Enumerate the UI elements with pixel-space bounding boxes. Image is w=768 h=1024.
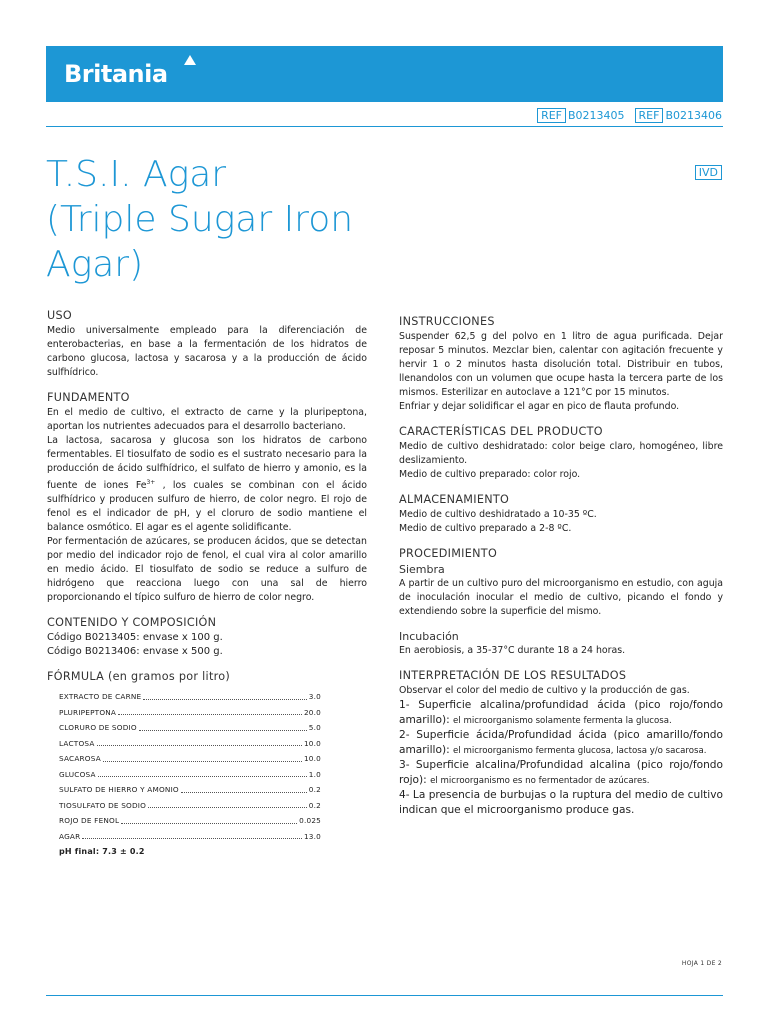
ph-final: pH final: 7.3 ± 0.2 — [59, 847, 145, 857]
formula-row: GLUCOSA 1.0 — [59, 767, 321, 783]
formula-row: CLORURO DE SODIO 5.0 — [59, 720, 321, 736]
title-line-1: T.S.I. Agar — [46, 154, 227, 195]
brand-logo: Britania — [64, 60, 168, 88]
section-heading-caracteristicas: CARACTERÍSTICAS DEL PRODUCTO — [399, 425, 603, 438]
section-heading-fundamento: FUNDAMENTO — [47, 391, 130, 404]
bottom-divider — [46, 995, 723, 996]
top-divider — [46, 126, 723, 127]
incubacion-text: En aerobiosis, a 35-37°C durante 18 a 24 horas. — [399, 645, 626, 656]
almacenamiento-text-1: Medio de cultivo deshidratado a 10-35 ºC. — [399, 509, 597, 520]
left-column — [47, 308, 367, 860]
formula-row: PLURIPEPTONA 20.0 — [59, 705, 321, 721]
section-heading-procedimiento: PROCEDIMIENTO — [399, 547, 498, 560]
contenido-line-2: Código B0213406: envase x 500 g. — [47, 646, 223, 658]
formula-table — [47, 689, 321, 860]
section-heading-almacenamiento: ALMACENAMIENTO — [399, 493, 510, 506]
fundamento-text-1: En el medio de cultivo, el extracto de carne y la pluripeptona, aportan los nutrientes adecuados para el desarrollo bacteriano. — [47, 407, 367, 432]
fundamento-text-3: Por fermentación de azúcares, se producen ácidos, que se detectan por medio del indicador rojo de fenol, el cual vira al color amarillo en medio ácido. El tiosulfato de sodio se reduce a sulfuro de hidrógeno que reacciona luego con una sal de hierro proporcionando el típico sulfuro de hierro de color negro. — [47, 536, 367, 604]
ref-item — [635, 108, 722, 123]
formula-row: ROJO DE FENOL 0.025 — [59, 813, 321, 829]
result-item-1: 1- Superficie alcalina/profundidad ácida (pico rojo/fondo amarillo): el microorganismo solamente fermenta la glucosa. — [399, 699, 723, 726]
contenido-line-1: Código B0213405: envase x 100 g. — [47, 632, 223, 644]
caracteristicas-text-1: Medio de cultivo deshidratado: color beige claro, homogéneo, libre deslizamiento. — [399, 441, 723, 466]
formula-row: TIOSULFATO DE SODIO 0.2 — [59, 798, 321, 814]
ref-badge: REF — [635, 108, 664, 123]
section-heading-instrucciones: INSTRUCCIONES — [399, 315, 495, 328]
formula-row: LACTOSA 10.0 — [59, 736, 321, 752]
ref-codes — [537, 108, 722, 123]
siembra-text: A partir de un cultivo puro del microorganismo en estudio, con aguja de inoculación inocular el medio de cultivo, picando el fondo y extendiendo sobre la superficie del mismo. — [399, 578, 723, 617]
instrucciones-text-2: Enfriar y dejar solidificar el agar en pico de flauta profundo. — [399, 401, 680, 412]
subheading-incubacion: Incubación — [399, 630, 459, 643]
title-line-2: (Triple Sugar Iron — [46, 199, 354, 240]
page-title — [46, 152, 386, 287]
fundamento-text-2: La lactosa, sacarosa y glucosa son los hidratos de carbono fermentables. El tiosulfato de sodio es el sustrato necesario para la producción de ácido sulfhídrico, el sulfato de hierro y amonio, es la fuente de iones $Fe^{3+}$ , los cuales se combinan con el ácido sulfhídrico y producen sulfuro de hierro, de color negro. El rojo de fenol es el indicador de pH, y el cloruro de sodio mantiene el balance osmótico. El agar es el agente solidificante. — [47, 435, 367, 534]
section-heading-contenido: CONTENIDO Y COMPOSICIÓN — [47, 616, 217, 630]
header-band — [46, 46, 723, 102]
formula-row: EXTRACTO DE CARNE 3.0 — [59, 689, 321, 705]
ref-code: B0213405 — [567, 109, 625, 122]
logo-triangle-icon — [184, 55, 196, 65]
formula-row: SULFATO DE HIERRO Y AMONIO 0.2 — [59, 782, 321, 798]
result-item-3: 3- Superficie alcalina/Profundidad alcalina (pico rojo/fondo rojo): el microorganismo es no fermentador de azúcares. — [399, 759, 723, 786]
caracteristicas-text-2: Medio de cultivo preparado: color rojo. — [399, 469, 581, 480]
results-list — [399, 698, 723, 817]
ref-code: B0213406 — [665, 109, 722, 122]
section-heading-formula: FÓRMULA (en gramos por litro) — [47, 670, 231, 684]
ref-item — [537, 108, 624, 123]
section-heading-uso: USO — [47, 309, 72, 322]
page-number: HOJA 1 DE 2 — [681, 960, 722, 967]
almacenamiento-text-2: Medio de cultivo preparado a 2-8 ºC. — [399, 523, 572, 534]
uso-text: Medio universalmente empleado para la diferenciación de enterobacterias, en base a la fermentación de los hidratos de carbono glucosa, lactosa y sacarosa y a la producción de ácido sulfhídrico. — [47, 325, 367, 378]
section-heading-interpretacion: INTERPRETACIÓN DE LOS RESULTADOS — [399, 669, 627, 682]
instrucciones-text-1: Suspender 62,5 g del polvo en 1 litro de agua purificada. Dejar reposar 5 minutos. Mezclar bien, calentar con agitación frecuente y hervir 1 o 2 minutos hasta disolución total. Distribuir en tubos, llenandolos con un volumen que ocupe hasta la tercera parte de los mismos. Esterilizar en autoclave a 121°C por 15 minutos. — [399, 331, 723, 398]
formula-row: SACAROSA 10.0 — [59, 751, 321, 767]
subheading-siembra: Siembra — [399, 563, 445, 576]
interpretacion-intro: Observar el color del medio de cultivo y la producción de gas. — [399, 685, 690, 696]
result-item-2: 2- Superficie ácida/Profundidad ácida (pico amarillo/fondo amarillo): el microorganismo fermenta glucosa, lactosa y/o sacarosa. — [399, 729, 723, 756]
ref-badge: REF — [537, 108, 566, 123]
title-line-3: Agar) — [46, 244, 144, 285]
ivd-badge: IVD — [695, 165, 722, 180]
formula-row: AGAR 13.0 — [59, 829, 321, 845]
result-item-4: 4- La presencia de burbujas o la ruptura del medio de cultivo indican que el microorganismo produce gas. — [399, 789, 723, 816]
right-column — [399, 314, 723, 817]
